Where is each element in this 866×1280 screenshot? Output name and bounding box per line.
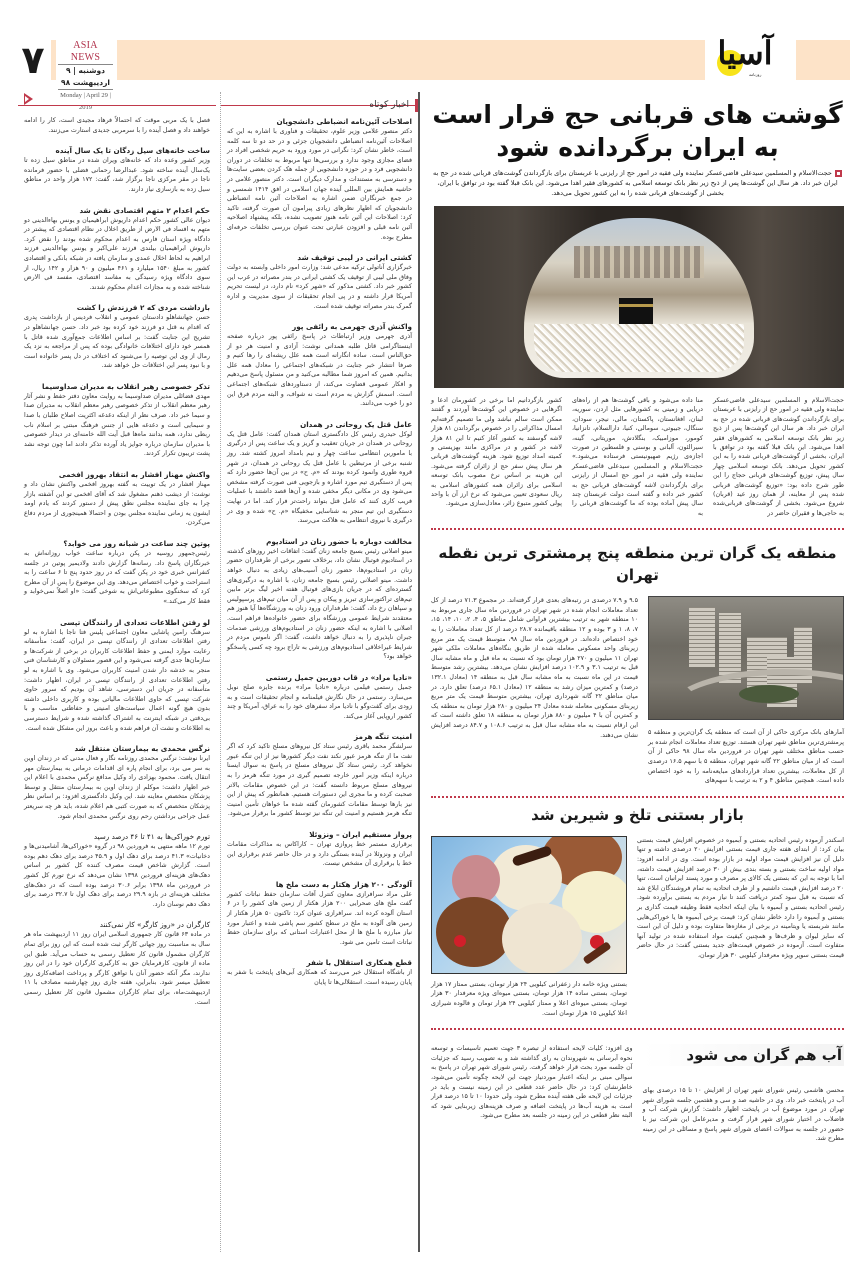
news-title: پوتین چند ساعت در شبانه روز می خوابد؟ — [63, 539, 210, 548]
news-title: تذکر خصوصی رهبر انقلاب به مدیران صداوسیما — [41, 381, 210, 391]
photo-building — [574, 246, 704, 278]
tehran-body: ۹.۵ و ۷.۹ درصدی در رتبه‌های بعدی قرار گرفته‌اند. در مجموع ۷۱.۳ درصد از کل تعداد معاملات انجام شده در شهر تهران در فروردین ماه سال جاری مربوط به ۱۰ منطقه شهر به ترتیب بیشترین فراوانی شامل مناطق ۵، ۴، ۲، ۱۰، ۱۴، ۱۵، ۷، ۸، ۱ و ۳ بوده و ۱۲ منطقه باقیمانده ۲۸.۷ درصد از کل تعداد معاملات را به خود اختصاص داده‌اند. در فروردین ماه سال ۹۸، متوسط قیمت یک متر مربع زیربنای واحد مسکونی معامله شده از طریق بنگاه‌های معاملات ملکی شهر تهران ۱۱ میلیون و ۲۷۰ هزار تومان بود که نسبت به ماه قبل و ماه مشابه سال قبل به ترتیب ۳.۱ و ۱۰۲.۹ درصد افزایش نشان می‌دهد. بیشترین رشد متوسط قیمت در این ماه نسبت به ماه مشابه سال قبل به منطقه ۱۴ (معادل ۱۳۲.۱ درصد) و کمترین میزان رشد به منطقه ۱۲ (معادل ۶۵.۱ درصد) تعلق دارد. در میان مناطق ۲۲ گانه شهرداری تهران، بیشترین متوسط قیمت یک متر مربع زیربنای مسکونی معامله شده معادل ۲۴ میلیون و ۲۸۰ هزار تومان به منطقه یک و کمترین آن با ۴ میلیون و ۸۸۰ هزار تومان به منطقه ۱۸ تعلق داشته است که این ارقام نسبت به ماه مشابه سال قبل به ترتیب ۱۰۸.۶ و ۸۴.۷ درصد افزایش نشان می‌دهند. — [431, 597, 639, 739]
logo-subtitle: روزنامه — [749, 72, 762, 77]
water-col-left — [431, 1044, 633, 1144]
brief-body: جمیل رستمی فیلمی درباره «نادیا مراد» برنده جایزه صلح نوبل می‌سازد. رستمی در حال نگارش فیلمنامه و انجام تحقیقات است و به زودی برای گفت‌وگو با نادیا مراد سفرهای خود را به عراق، آمریکا و چند کشور اروپایی آغاز می‌کند. — [227, 683, 412, 720]
tehran-story — [425, 542, 850, 786]
brief-body: دکتر منصور غلامی وزیر علوم، تحقیقات و فناوری با اشاره به این که اصلاحات آئین‌نامه انضباطی دانشجویان جزئی و در حد دو تا سه کلمه است، خاطر نشان کرد: نگرانی در مورد ورود به حریم شخصی افراد در فضای مجازی وجود ندارد و بررسی‌ها تنها مربوط به تخلفات در دوران دانشجویی فرد و در حوزه دانشجویی از جمله هک کردن بعضی سایت‌ها و دسترسی به مستندات و مدارک دیگران است. دکتر منصور غلامی در حاشیه همایش بین المللی آینده جهان اسلامی در افق ۱۴۱۴ شمسی و در جمع خبرنگاران ضمن اشاره به اصلاحات آئین نامه انضباطی دانشجویان که اظهار نظرهای زیادی پیرامون آن صورت گرفته، تاکید کرد: اصلاحات این آئین نامه هنوز تصویب نشده، بلکه پیشنهاد اصلاحیه آئین نامه قبلی و افزودن عبارتی تحت عنوان بررسی تخلفات حرفه‌ای مطرح بوده. — [227, 128, 412, 241]
lead-body-col-2: منا داده می‌شود و باقی گوشت‌ها هم از راه‌های دریایی و زمینی به کشورهایی مثل اردن، سوریه، لبنان، افغانستان، پاکستان، مالی، نیجر، سودان، سنگال، جیبوتی، سومالی، کنیا، دارالسلام، تانزانیا، کومور، موزامبیک، بنگلادش، موریتانی، گینه، سیرالئون، آلبانی و بوسنی و فلسطین در صورت اجازه‌ی رژیم صهیونیستی فرستاده می‌شود.» حجت‌الاسلام و المسلمین سیدعلی قاضی‌عسکر نماینده ولی فقیه در امور حج امسال از رایزنی برای بازگرداندن لاشه گوشت‌های قربانی حج به کشور خبر داده و گفته است دولت عربستان چند سال پیش آماده بوده که ما گوشت‌های قربانی را به — [572, 397, 703, 517]
page-number: ۷ — [21, 38, 45, 82]
news-item — [18, 831, 216, 909]
icecream-headline: بازار بستنی تلخ و شیرین شد — [531, 805, 744, 824]
icecream-story — [425, 804, 850, 1018]
masthead-meta — [58, 40, 113, 111]
brief-body: سرلشگر محمد باقری رئیس ستاد کل نیروهای مسلح تاکید کرد که اگر نفت ما از تنگه هرمز عبور نکند نفت دیگر کشورها نیز از این تنگه عبور نخواهد کرد. رئیس ستاد کل نیروهای مسلح در پاسخ به سوال ایسنا درباره اینکه وزیر امور خارجه تصمیم گیری در مورد تنگه هرمز را به نیروهای مسلح مربوط دانسته گفت: در این خصوص مقامات بالاتر صحبت کرده و ما مجری این دستورات هستیم. همانطور که پیش از این نیز بارها توسط مقامات کشورمان گفته شده ما خواهان تأمین امنیت تنگه هرمز هستیم و امنیت این تنگه نیز توسط کشور ما برقرار می‌شود. — [227, 743, 412, 818]
column-top-rule — [18, 92, 216, 106]
brief-item — [221, 879, 418, 948]
news-title: کارگران در «روز کارگر» کار نمی‌کنند — [99, 920, 210, 930]
brief-title: پرواز مستقیم ایران – ونزوئلا — [309, 830, 412, 840]
lead-body-col-1: حجت‌الاسلام و المسلمین سیدعلی قاضی‌عسکر نماینده ولی فقیه در امور حج از رایزنی با عربستان برای بازگرداندن گوشت‌های قربانی شده در حج به ایران خبر داد. هر سال این گوشت‌ها پس از ذبح زیر نظر بانک توسعه اسلامی به کشورهای فقیر اهدا می‌شود. این بانک قبلا گفته بود در توافق با ایران، بخشی از گوشت‌های قربانی شده را به این کشور تحویل می‌دهد. بانک توسعه اسلامی چهار سال پیش، توزیع گوشت‌های قربانی حجاج را این طور شرح داده بود: «توزیع گوشت‌های قربانی شده پس از معاینه، از همان روز عید (قربان) شروع می‌شود. بخشی از گوشت‌های قربانی‌شده به حاجی‌ها و فقیران حاضر در — [712, 397, 844, 517]
lead-body — [425, 388, 850, 518]
lead-headline — [425, 98, 850, 164]
brief-body: مینو اصلانی رئیس بسیج جامعه زنان گفت: اتفاقات اخیر روزهای گذشته در استادیوم فوتبال نشان داد، برخلاف تصور برخی از طرفداران حضور زنان در استادیوم‌ها، حضور زنان آسیب‌های زیادی به دنبال خواهد داشت. مینو اصلانی رئیس بسیج جامعه زنان، با اشاره به درگیری‌های گسترده‌ای که در جریان بازی‌های فوتبال هفته اخیر لیگ برتر مابین تیم‌های تراکتورسازی تبریز و پیکان و پس از آن میان تیم‌های پرسپولیس و سپاهان رخ داد، گفت: طرفداران ورود زنان به ورزشگاه‌ها آیا هنوز هم معتقدند شرایط عمومی ورزشگاه برای حضور خانواده‌ها فراهم است. اصلانی با اشاره به اینکه حضور زنان در استادیوم‌های ورزشی صدمات جبران ناپذیری را به دنبال خواهد داشت، گفت: اگر ناموس مردم در شرایط غیراخلاقی استادیوم‌های ورزشی به تاراج برود چه کسی پاسخگو خواهد بود؟ — [227, 547, 412, 661]
icecream-photo-col — [431, 836, 627, 1018]
news-title: نرگس محمدی به بیمارستان منتقل شد — [74, 744, 210, 754]
news-title: بازداشت مردی که ۲ فرزندش را کشت — [76, 303, 210, 313]
brief-body: لوکل حیدری رئیس کل دادگستری استان همدان گفت: عامل قتل یک روحانی در همدان در جریان تعقیب و گریز و یک ساعت پس از درگیری با ماموربن انتظامی ساعت چهار و نیم بامداد امروز کشته شد. روز شنبه برخی از مرتبطین با عامل قتل یک روحانی در همدان، در شهر قروه طوری وانمود کرده بودند که «م. ح» در بین آن‌ها حضور دارد که پس از دستگیری تیم مورد اشاره و بازجویی فنی صورت گرفته مشخص می‌شود وی در مکانی دیگر مخفی شده و آن‌ها قصد داشتند با عملیات فریب کاری کنند که عامل قتل بتواند راحت‌تر فرار کند. اما در نهایت دستگیری این تیم منجر به شناسایی مخفیگاه «م. ح» شده و وی در درگیری با نیروی انتظامی به هلاکت می‌رسد. — [227, 430, 412, 525]
section-divider — [431, 528, 844, 530]
brief-title: قطع همکاری استقلال با شفر — [306, 958, 412, 968]
section-header — [221, 92, 418, 110]
news-title: حکم اعدام ۲ متهم اقتصادی نقض شد — [79, 205, 210, 215]
brief-title: اصلاحات آئین‌نامه انضباطی دانشجویان — [276, 117, 412, 126]
section-title: اخبار کوتاه — [369, 99, 418, 112]
news-body: ایرنا نوشت: نرگس محمدی روزنامه نگار و فعال مدنی که در زندان اوین به سر می برد، برای انجام پاره ای اقدامات درمانی به بیمارستان مهر انتقال یافت. محمود بهزادی راد وکیل مدافع نرگس محمدی با اعلام این خبر اظهار داشت: موکلم از زندان اوین به بیمارستان منتقل و توسط پزشکان متخصص معاینه شد. این وکیل دادگستری افزود: بر اساس نظر پزشکان متخصص که به صورت کتبی هم اعلام شده، باید هر چه سریعتر عمل جراحی برداشتن رحم روی نرگس محمدی انجام شود. — [24, 755, 210, 820]
brief-title: واکنش آذری جهرمی به رائفی پور — [292, 322, 412, 332]
news-item — [18, 116, 216, 135]
news-body: مهناز افشار در یک توییت به گفته بهروز افخمی واکنش نشان داد و نوشت: از دیشب ذهنم مشغول شد که آقای افخمی تو این آشفته بازار چرا به جای نماینده مجلس نطق پیش از دستور کردند که یادم اومد ایشون یه زمانی نماینده مجلس بودن و احتمالا همینجوری از مردم دفاع می‌کردن. — [24, 481, 210, 527]
short-news-column — [220, 92, 420, 1252]
water-body-right: محسن هاشمی رئیس شورای شهر تهران از افزایش ۱۰ تا ۱۵ درصدی بهای آب در پایتخت خبر داد. وی در حاشیه صد و سی و هفتمین جلسه شورای شهر تهران در مورد موضوع آب در پایتخت اظهار داشت: گزارش شرکت آب و فاضلاب در اختیار شورای شهر قرار گرفت و مدیرعامل این شرکت نیز با حضور در جلسه به سوالات اعضای شورای شهر پاسخ و مسائلی در این زمینه مطرح شد. — [642, 1087, 844, 1143]
news-item — [18, 145, 216, 194]
news-title: تورم خوراکی‌ها به ۴۱ تا ۴۶ درصد رسید — [93, 832, 210, 842]
brief-title: آلودگی ۲۰۰ هزار هکتار به دست ملخ ها — [275, 879, 412, 889]
photo-kaaba-band — [619, 304, 653, 307]
tehran-caption: آمارهای بانک مرکزی حاکی از آن است که منطقه یک گران‌ترین و منطقه ۵ پرمشتری‌ترین مناطق شهر تهران هستند. توزیع تعداد معاملات انجام شده بر حسب مناطق مختلف شهر تهران در فروردین ماه سال ۹۸ حاکی از آن است که از میان مناطق ۲۲ گانه شهر تهران، منطقه ۵ با سهم ۱۶.۵ درصدی از کل معاملات، بیشترین تعداد قراردادهای مبایعه‌نامه را به خود اختصاص داده است. همچنین مناطق ۴ و ۲ به ترتیب با سهم‌های — [648, 729, 845, 785]
water-headline: آب هم گران می شود — [643, 1044, 845, 1066]
masthead-accent-strip — [51, 40, 56, 80]
date-fa: دوشنبه | ۹ اردیبهشت ۹۸ — [58, 64, 113, 90]
brief-title: مخالفت دوباره با حضور زنان در استادیوم — [266, 536, 412, 546]
brief-item — [221, 419, 418, 526]
masthead-band — [117, 40, 705, 80]
news-item — [18, 302, 216, 371]
news-body: رئیس‌جمهور روسیه در پکن درباره ساعت خواب روزانه‌اش به خبرنگاران پاسخ داد. رسانه‌ها گزارش دادند ولادیمیر پوتین در جلسه کنفرانس خبری خود در پکن گفت که در روز حدود پنج تا ۶ ساعت را به استراحت و خواب اختصاص می‌دهد. وی این موضوع را پس از آن مطرح کرد که سخنگوی مطبوعاتی‌اش به شوخی گفت: «او اصلاً نمی‌خوابد و فقط کار می‌کند.» — [24, 550, 210, 605]
brief-item — [221, 321, 418, 409]
play-flag-icon — [24, 93, 33, 105]
brief-item — [221, 672, 418, 721]
news-body: در ماده ۶۳ قانون کار جمهوری اسلامی ایران روز ۱۱ اردیبهشت ماه هر سال به مناسبت روز جهانی کارگر ثبت شده است که این روز برای تمام کارگران مشمول قانون کار تعطیل رسمی به حساب می‌آید. طبق این ماده از قانون، کارفرمایان حق به کارگیری کارگران خود را در این روز ندارند، مگر آنکه حضور آنان با توافق کارگر و پرداخت اضافه‌کاری روز تعطیل میسر شود. بنابراین، هفته جاری روز چهارشنبه مصادف با ۱۱ اردیبهشت‌ماه، برای تمام کارگران مشمول قانون کار تعطیل رسمی است. — [24, 931, 211, 1006]
brief-item — [221, 957, 418, 987]
masthead-right-band — [796, 40, 850, 80]
brief-item — [221, 252, 418, 311]
lead-body-col-3: کشور بازگردانیم اما برخی در کشورمان ادعا و اگرهایی در خصوص این گوشت‌ها آوردند و گفتند ممکن است سالم نباشد ولی ما تصمیم گرفته‌ایم امسال مذاکراتی را در خصوص برگرداندن ۸۱ هزار لاشه گوسفند به کشور آغاز کنیم تا این ۸۱ هزار لاشه در کشور و در مراکزی مانند بهزیستی و کمیته امداد توزیع شود. هزینه گوشت‌های قربانی هر سال پیش سفر حج از زائران گرفته می‌شود. این هزینه بر اساس نرخ مصوب بانک توسعه اسلامی برای زائران همه کشورهای اسلامی به ریال سعودی تعیین می‌شود که نرخ ارز آن با واحد پولی کشور متبوع زائر، معادل‌سازی می‌شود. — [431, 397, 562, 508]
brief-body: خبرگزاری آناتولی ترکیه مدعی شد: وزارت امور داخلی وابسته به دولت وفاق ملی لیبی از توقیف یک کشتی ایرانی در بندر مصراته در غرب این کشور خبر داد. کشتی مذکور که «شهر کرد» نام دارد، در لیست تحریم آمریکا قرار داشته و در پی انجام تحقیقات از سوی مدیریت و اداره گمرک بندر مصراته توقیف شده است. — [227, 264, 412, 310]
icecream-caption: بستنی ویژه خامه دار زعفرانی کیلویی ۲۴ هزار تومان، بستنی ممتاز ۱۷ هزار تومان، بستنی ساده ۱۴ هزار تومان، بستنی میوه‌ای ویژه معرفدار ۳۰ هزار تومان، بستنی میوه‌ای اعلا و ممتاز کیلویی ۲۴ هزار تومان و فالوده شیرازی اعلا کیلویی ۱۵ هزار تومان است. — [431, 980, 627, 1017]
tehran-row — [425, 586, 850, 786]
water-col-right — [643, 1044, 845, 1144]
brief-title: امنیت تنگه هرمز — [354, 732, 412, 742]
icecream-body: اسکندر آزموده رئیس اتحادیه بستنی و آبمیوه در خصوص افزایش قیمت بستنی بیان کرد: از ابتدای هفته جاری قیمت بستنی افزایش ۲۰ درصدی داشته و تنها دلیل آن نیز افزایش قیمت مواد اولیه در بازار بوده است. وی در ادامه افزود: مواد اولیه ساخت بستنی و بسته بندی بیش از ۳۰ درصد افزایش قیمت داشته، اما با توجه به این که بستنی یک کالای پر مصرف و مورد پسند ایرانیان است، تنها ۲۰ درصد افزایش قیمت داشتیم و از طرف اتحادیه به تمام فروشندگان ابلاغ شد که نسبت به قبل سود کمتر دریافت کنند تا نیاز مردم به بستنی برآورده شود. رئیس اتحادیه بستنی و آبمیوه با بیان اینکه اتحادیه فقط وظیفه قیمت گذاری بر بستنی و آبمیوه را دارد خاطر نشان کرد: قیمت برخی آبمیوه ها یا خوراکی‌هایی مانند شربسته یا ویتامینه در برخی از مغازه‌ها متفاوت بوده و دلیل آن این است که سایز لیوان و ظرف‌ها و همچنین کیفیت مواد استفاده شده در تولید آنها متفاوت است. آزموده در خصوص قیمت‌های جدید بستنی گفت: در حال حاضر قیمت بستنی سوپر ویژه معرفدار کیلویی ۳۰ هزار تومان، — [637, 836, 845, 959]
brief-item — [221, 829, 418, 869]
water-story — [425, 1030, 850, 1144]
photo-building — [689, 607, 715, 667]
section-divider — [431, 796, 844, 798]
hajj-photo — [434, 206, 844, 388]
asia-logo — [715, 34, 775, 82]
lead-summary-text: حجت‌الاسلام و المسلمین سیدعلی قاضی‌عسکر نماینده ولی فقیه در امور حج از رایزنی با عربستان برای بازگرداندن گوشت‌های قربانی شده در حج به ایران خبر داد. هر سال این گوشت‌ها پس از ذبح زیر نظر بانک توسعه اسلامی به کشورهای فقیر اهدا می‌شود. این بانک قبلا گفته بود در توافق با ایران، بخشی از گوشت‌های قربانی شده را به این کشور تحویل می‌دهد. — [433, 169, 838, 197]
brief-title: عامل قتل یک روحانی در همدان — [300, 419, 412, 429]
square-bullet-icon — [835, 170, 842, 177]
news-item — [18, 469, 216, 528]
brief-body: علی مراد سرافرازی معاون کنترل آفات سازمان حفظ نباتات کشور گفت ملخ های صحرایی ۲۰۰ هزار هکتار از زمین های کشور را در ۶ استان آلوده کرده اند. سرافرازی عنوان کرد: تاکنون ۵۰ هزار هکتار از زمین های آلوده به ملخ در سطح کشور سم پاشی شده و اعتبار مورد نیاز مبارزه با ملخ ها از محل اعتبارات استانی که برای سازمان حفظ نباتات است تامین می شود. — [227, 890, 412, 946]
photo-kaaba — [619, 298, 653, 324]
publication-name-en: ASIA NEWS — [70, 40, 101, 63]
news-title: واکنش مهناز افشار به انتقاد بهروز افخمی — [58, 470, 210, 480]
brief-body: برقراری مستمر خط پروازی تهران – کاراکاس به مذاکرات مقامات ایران و ونزوئلا در آینده بستگی دارد و در حال حاضر عدم برقراری این خط یا برقراری آن مشخص نیست. — [227, 841, 412, 868]
brief-item — [221, 116, 418, 242]
logo-text: آسیا — [717, 34, 773, 72]
icecream-photo — [431, 836, 627, 974]
lead-summary — [425, 164, 850, 198]
news-body: سرهنگ رامین پاشایی معاون اجتماعی پلیس فتا ناجا با اشاره به لو رفتن اطلاعات تعدادی از رانندگان تپسی در ایران، گفت: متأسفانه رعایت موارد ایمنی و حفظ اطلاعات کاربران در برخی از شرکت‌ها و سازمان‌ها جدی گرفته نمی‌شود و این قصور مسئولان و کارشناسان فنی منجر به خدشه دار شدن امنیت کاربران می‌شود. وی با اشاره به لو رفتن اطلاعات تعدادی از رانندگان تپسی در ایران، اظهار داشت: متأسفانه در جریان این دسترسی، شاهد آن بودیم که سرور حاوی شرکت تپسی که حاوی اطلاعات مالیاتی بوده و کاربری داخلی داشته بدون هیچ گونه اعمال سیاست‌های امنیتی و حفاظتی مناسب و با بی‌دقتی در شبکه اینترنت به اشتراک گذاشته شده و شرایط دسترسی به اطلاعات و نشت آن فراهم شده و باعث بروز این مشکل شده است. — [24, 628, 210, 732]
news-item — [18, 743, 216, 821]
news-column-left — [18, 92, 216, 1252]
brief-body: از باشگاه استقلال خبر می‌رسد که همکاری آبی‌های پایتخت با شفر به پایان رسیده است. استقلالی‌ها تا پایان — [227, 969, 412, 986]
news-body: حسن جهانشاهلو دادستان عمومی و انقلاب فردیس از بازداشت پدری که اقدام به قتل دو فرزند خود کرده بود خبر داد. حسن جهانشاهلو در تشریح این جنایت گفت: بر اساس اطلاعات جمع‌آوری شده قاتل با همسر خود دارای اختلافات خانوادگی بوده که پس از مراجعه به نزد یک رمال از وی این توصیه را می‌شنود که اختلاف در دل پسر خانواده است و با نبود پسر این اختلافات حل خواهد شد. — [24, 314, 210, 370]
photo-crowd — [534, 324, 744, 372]
news-title: ساخت خانه‌های سیل زدگان تا یک سال آینده — [55, 146, 210, 156]
news-item — [18, 919, 216, 1007]
brief-title: کشتی ایرانی در لیبی توقیف شد — [297, 253, 412, 263]
tehran-photo — [648, 596, 844, 720]
date-en: Monday | April 29 | 2019 — [60, 92, 111, 111]
photo-strawberry — [454, 935, 466, 947]
news-body: دیوان عالی کشور حکم اعدام داریوش ابراهیمیان و یونس بهاءالدینی دو متهم به افساد فی الارض از طریق اخلال در نظام اقتصادی که پیشتر در دادگاه ویژه استان فارس به اعدام محکوم شده بودند را نقض کرد. داریوش ابراهیمیان بیلندی فرزند علی‌اکبر و یونس بهاءالدینی فرزند ابراهیم به لحاظ اخلال عمدی و سازمان یافته در شبکه بانکی و اقتصادی کشور به مبلغ ۱۵۴۰ میلیارد و ۴۶۱ میلیون و ۹۰ هزار و ۱۴۲ ریال، از سوی دادگاه ویژه رسیدگی به مفاسد اقتصادی، مفسد فی الارض شناخته شده و به مجازات اعدام محکوم شدند. — [24, 216, 210, 291]
news-continuation: فصل با یک مربی موقت که احتمالاً فرهاد مجیدی است، کار را ادامه خواهند داد و فصل آینده را با سرمربی جدیدی استارت می‌زنند. — [24, 117, 210, 134]
news-body: وزیر کشور وعده داد که خانه‌های ویران شده در مناطق سیل زده تا یک‌سال آینده ساخته شود. عبدالرضا رحمانی فضلی با حضور فرمانده ناجا در مقر مرکزی ناجا برگزار شد، گفت: ۱۷۲ هزار واحد در مناطق سیل زده به بازسازی نیاز دارند. — [24, 157, 210, 193]
brief-item — [221, 536, 418, 662]
photo-scoop — [502, 903, 582, 974]
brief-title: «نادیا مراد» در قاب دوربین جمیل رستمی — [265, 672, 412, 682]
news-body: مهدی فضائلی مدیران صداوسیما به روایت معاون دفتر حفظ و نشر آثار رهبر معظم انقلاب از تذکر خصوصی رهبر معظم انقلاب به مدیران صدا و سیما خبر داد. صرف نظر از اینکه دغدغه اکثریت اصلاح طلبان با صدا و سیمایی است و دغدغه هایی از جنس فرهنگ مبتنی بر اسلام ناب ربطی ندارد، همه بدانند ماه‌ها قبل آیت الله خامنه‌ای در دیدار خصوصی با مدیران سازمان درباره جوایز یاد آورده تذکر دادند اما چون توجه نشد پشت تریبون تکرار کردند. — [24, 392, 210, 458]
news-title: لو رفتن اطلاعات تعدادی از رانندگان تپسی — [60, 617, 210, 627]
tehran-photo-col — [648, 596, 844, 786]
main-stories-column — [425, 92, 850, 1262]
photo-highway — [669, 669, 844, 720]
tehran-headline: منطقه یک گران ترین منطقه پنج پرمشتری ترین نقطه تهران — [438, 544, 837, 585]
lead-story — [425, 98, 850, 518]
lead-headline-line2: به ایران برگردانده شود — [496, 133, 779, 162]
news-item — [18, 205, 216, 293]
news-item — [18, 617, 216, 734]
brief-item — [221, 731, 418, 819]
news-item — [18, 381, 216, 459]
brief-body: آذری جهرمی وزیر ارتباطات در پاسخ رائفی پور درباره صفحه اینستاگرامی قاتل طلبه همدانی نوشت: آزادی و امنیت هر دو از حق‌الناس است. ساده انگارانه است همه علل ریشه‌ای را رها کنیم و صرفا انتشار خبر جنایت در شبکه‌های اجتماعی را معادل همه علل بدانیم. همین که امروز شما مطالبه می‌کنید و من مسئول پاسخ می‌دهیم و افکار عمومی قضاوت می‌کند، از دستاوردهای شبکه‌های اجتماعی است. اسمش گزارش به مردم است نه شواف، و البته مردم فرق این دو را خوب می‌دانند. — [227, 333, 412, 408]
lead-headline-line1: گوشت های قربانی حج قرار است — [432, 100, 843, 129]
icecream-row — [425, 826, 850, 1018]
news-item — [18, 538, 216, 607]
photo-scoop — [436, 897, 512, 967]
water-body-left: وی افزود: کلیات لایحه استفاده از تبصره ۳ جهت تعمیم تاسیسات و توسعه نحوه آبرسانی به شهروندان به رای گذاشته شد و به تصویب رسید که جزئیات آن جلسه مورد بحث قرار خواهد گرفت. رئیس شورای شهر تهران در پاسخ به سوالی مبنی بر اینکه اعتبار موردنیاز جهت این لایحه چگونه تأمین می‌شود، خاطرنشان کرد: در حال حاضر عدد قطعی در این زمینه نیست و باید در جزئیات این لایحه طی هفته آینده مطرح شود، ولی حدودا ۱۰ تا ۱۵ درصد قرار است به هزینه آب‌ها در پایتخت اضافه و صرف هزینه‌های زیربنایی شود که البته نظر قطعی در این زمینه در جلسه بعد مطرح می‌شود. — [431, 1045, 633, 1120]
news-body: تورم ۱۲ ماهه منتهی به فروردین ۹۸ در گروه «خوراکی‌ها، آشامیدنی‌ها و دخانیات» ۴۱.۳ درصد برای دهک اول و ۴۵.۹ درصد برای دهک دهم بوده است. گزارش شاخص قیمت مصرف کننده کل کشور بر اساس دهک‌های هزینه‌ای فروردین ۱۳۹۸ نشان می‌دهد که نرخ تورم کل کشور در فروردین ماه ۱۳۹۸ برابر ۳۰.۶ درصد بوده است که در دهک‌های مختلف هزینه‌ای در بازه ۲۹.۹ درصد برای دهک اول تا ۳۲.۷ درصد برای دهک دهم نوسان دارد. — [24, 843, 211, 908]
